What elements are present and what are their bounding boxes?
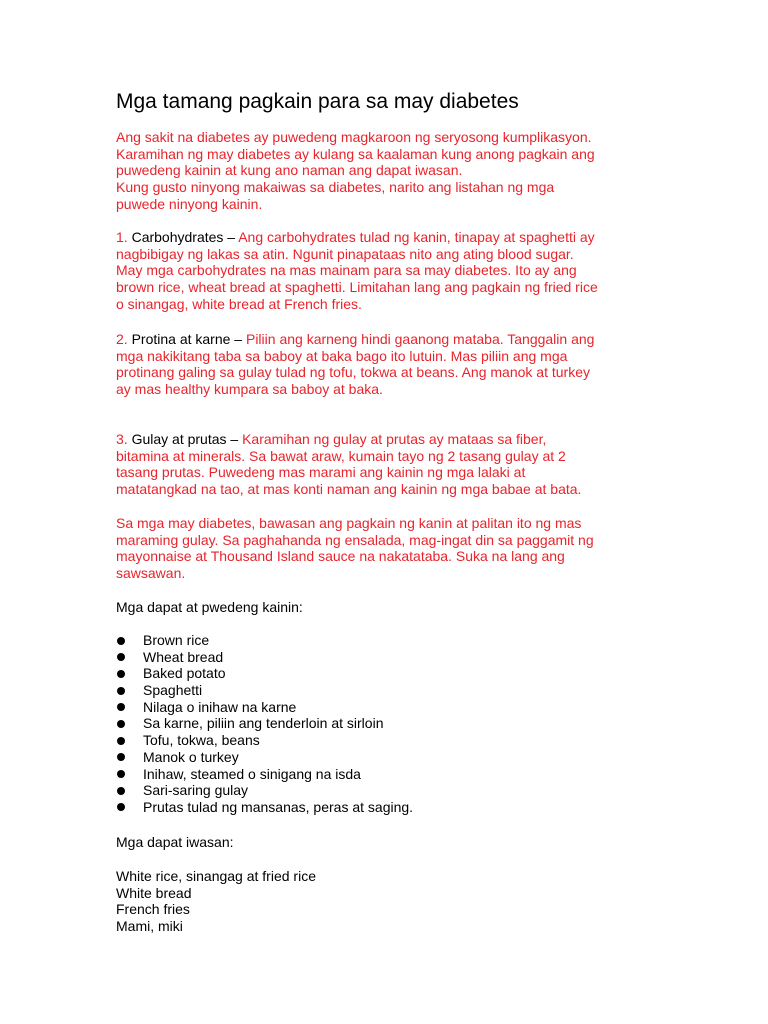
bullet-icon xyxy=(117,637,125,645)
list-item: Nilaga o inihaw na karne xyxy=(116,699,413,716)
avoid-item: White rice, sinangag at fried rice xyxy=(116,868,316,884)
intro-line: Karamihan ng may diabetes ay kulang sa kaalaman kung anong pagkain ang xyxy=(116,145,595,162)
section-number: 1. xyxy=(116,229,128,245)
bullet-icon xyxy=(117,753,125,761)
advice-line: mayonnaise at Thousand Island sauce na nakatataba. Suka na lang ang xyxy=(116,548,565,565)
section-line: bitamina at minerals. Sa bawat araw, kumain tayo ng 2 tasang gulay at 2 xyxy=(116,447,566,464)
section-line: tasang prutas. Puwedeng mas marami ang kainin ng mga lalaki at xyxy=(116,464,526,481)
list-item: Prutas tulad ng mansanas, peras at saging. xyxy=(116,799,413,816)
intro-line: puwedeng kainin at kung ano naman ang dapat iwasan. xyxy=(116,162,463,179)
section-carbohydrates xyxy=(116,229,676,313)
list-item: Brown rice xyxy=(116,632,413,649)
bullet-icon xyxy=(117,703,125,711)
section-text: Karamihan ng gulay at prutas ay mataas sa fiber, xyxy=(242,431,547,447)
intro-paragraph xyxy=(116,129,676,213)
section-heading: Protina at karne – xyxy=(127,331,246,347)
section-heading: Gulay at prutas – xyxy=(127,431,243,447)
advice-line: sawsawan. xyxy=(116,565,186,582)
list-item: Sa karne, piliin ang tenderloin at sirloin xyxy=(116,715,413,732)
section-line: nagbibigay ng lakas sa atin. Ngunit pinapataas nito ang ating blood sugar. xyxy=(116,245,574,262)
intro-line: puwede ninyong kainin. xyxy=(116,195,263,212)
avoid-list xyxy=(116,868,676,935)
section-line: May mga carbohydrates na mas mainam para sa may diabetes. Ito ay ang xyxy=(116,262,577,279)
section-gulay xyxy=(116,431,676,498)
bullet-icon xyxy=(117,737,125,745)
allowed-heading: Mga dapat at pwedeng kainin: xyxy=(116,599,303,615)
advice-paragraph xyxy=(116,515,676,582)
avoid-item: Mami, miki xyxy=(116,918,183,935)
intro-line: Kung gusto ninyong makaiwas sa diabetes, narito ang listahan ng mga xyxy=(116,179,555,196)
bullet-icon xyxy=(117,770,125,778)
section-number: 3. xyxy=(116,431,128,447)
section-line: protinang galing sa gulay tulad ng tofu, tokwa at beans. Ang manok at turkey xyxy=(116,364,590,381)
intro-line: Ang sakit na diabetes ay puwedeng magkaroon ng seryosong kumplikasyon. xyxy=(116,129,592,145)
section-line: matatangkad na tao, at mas konti naman ang kainin ng mga babae at bata. xyxy=(116,481,582,498)
list-item: Inihaw, steamed o sinigang na isda xyxy=(116,766,413,783)
allowed-list xyxy=(116,632,413,816)
section-line: mga nakikitang taba sa baboy at baka bago ito lutuin. Mas piliin ang mga xyxy=(116,347,568,364)
section-number: 2. xyxy=(116,331,128,347)
list-item: Baked potato xyxy=(116,665,413,682)
bullet-icon xyxy=(117,653,125,661)
section-text: Piliin ang karneng hindi gaanong mataba. Tanggalin ang xyxy=(245,331,595,347)
avoid-heading: Mga dapat iwasan: xyxy=(116,834,234,850)
avoid-item: White bread xyxy=(116,884,192,901)
document-title: Mga tamang pagkain para sa may diabetes xyxy=(116,90,519,113)
bullet-icon xyxy=(117,670,125,678)
section-line: brown rice, wheat bread at spaghetti. Limitahan lang ang pagkain ng fried rice xyxy=(116,279,598,296)
bullet-icon xyxy=(117,803,125,811)
bullet-icon xyxy=(117,720,125,728)
section-line: o sinangag, white bread at French fries. xyxy=(116,295,362,312)
section-line: ay mas healthy kumpara sa baboy at baka. xyxy=(116,381,383,398)
avoid-item: French fries xyxy=(116,901,190,918)
list-item: Manok o turkey xyxy=(116,749,413,766)
list-item: Tofu, tokwa, beans xyxy=(116,732,413,749)
section-heading: Carbohydrates – xyxy=(127,229,239,245)
section-protina xyxy=(116,331,676,398)
advice-line: Sa mga may diabetes, bawasan ang pagkain ng kanin at palitan ito ng mas xyxy=(116,515,582,531)
section-text: Ang carbohydrates tulad ng kanin, tinapay at spaghetti ay xyxy=(238,229,595,245)
list-item: Sari-saring gulay xyxy=(116,782,413,799)
list-item: Wheat bread xyxy=(116,649,413,666)
bullet-icon xyxy=(117,787,125,795)
list-item: Spaghetti xyxy=(116,682,413,699)
advice-line: maraming gulay. Sa paghahanda ng ensalada, mag-ingat din sa paggamit ng xyxy=(116,531,594,548)
bullet-icon xyxy=(117,687,125,695)
